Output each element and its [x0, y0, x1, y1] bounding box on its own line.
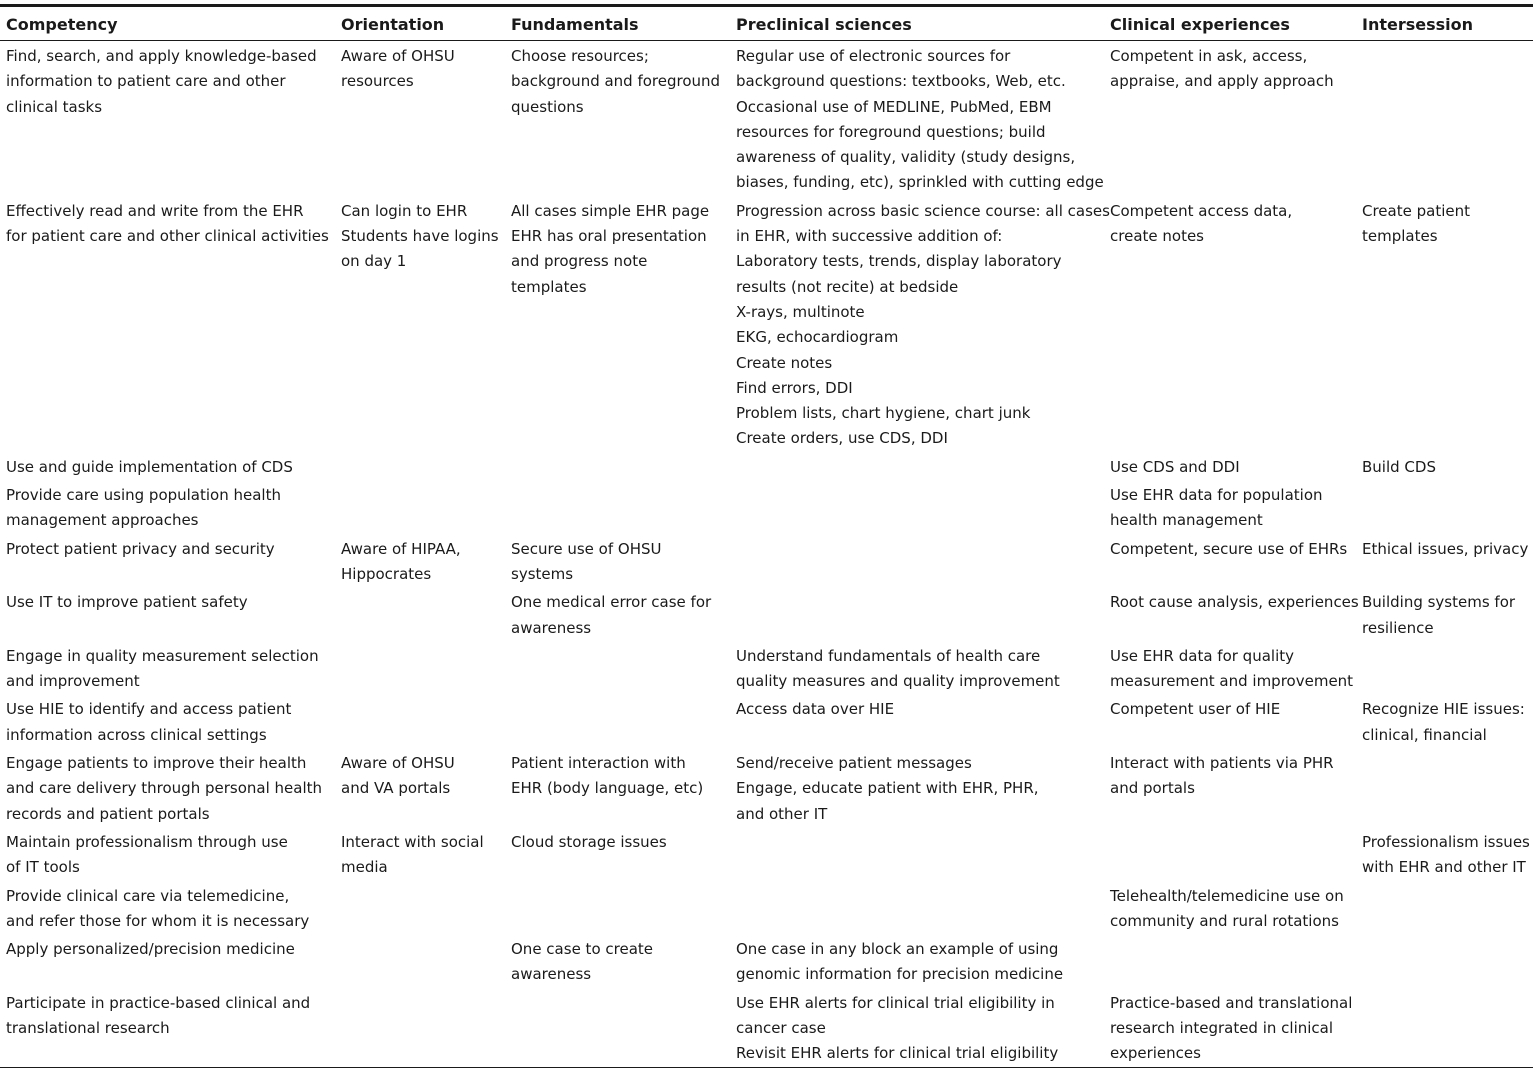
cell-text-line: Aware of OHSU [341, 47, 455, 65]
orientation-cell [335, 587, 505, 641]
preclinical-sciences-cell [730, 587, 1104, 641]
cell-text-line: Find errors, DDI [736, 378, 853, 397]
competency-table [0, 4, 1533, 1068]
intersession-cell [1356, 934, 1533, 988]
preclinical-sciences-cell [730, 934, 1104, 988]
cell-text-line: health management [1110, 511, 1263, 530]
cell-text-line: for patient care and other clinical activities [6, 227, 329, 246]
cell-text-line: Laboratory tests, trends, display laboratory [736, 252, 1062, 271]
cell-text-line: cancer case [736, 1018, 826, 1037]
orientation-cell [335, 988, 505, 1067]
cell-text-line: Create notes [736, 353, 833, 372]
fundamentals-cell [505, 694, 730, 748]
competency-cell [0, 748, 335, 827]
table-row [0, 934, 1533, 988]
header-fundamentals: Fundamentals [511, 15, 639, 34]
header-intersession: Intersession [1362, 15, 1474, 34]
fundamentals-cell [505, 934, 730, 988]
cell-text-line: EHR has oral presentation [511, 227, 707, 246]
header-clinical-experiences: Clinical experiences [1110, 15, 1290, 34]
intersession-cell [1356, 748, 1533, 827]
preclinical-sciences-cell [730, 534, 1104, 588]
cell-text-line: Patient interaction with [511, 754, 686, 773]
cell-text-line: Ethical issues, privacy [1362, 539, 1529, 558]
intersession-cell [1356, 881, 1533, 935]
table-row [0, 694, 1533, 748]
cell-text-line: resources for foreground questions; build [736, 122, 1046, 141]
intersession-cell [1356, 480, 1533, 534]
cell-text-line: resilience [1362, 618, 1434, 637]
cell-text-line: Competent in ask, access, [1110, 47, 1308, 65]
fundamentals-cell [505, 827, 730, 881]
cell-text-line: X-rays, multinote [736, 302, 865, 321]
intersession-cell [1356, 827, 1533, 881]
cell-text-line: Create patient [1362, 201, 1470, 220]
cell-text-line: community and rural rotations [1110, 911, 1339, 930]
cell-text-line: results (not recite) at bedside [736, 277, 959, 296]
cell-text-line: Understand fundamentals of health care [736, 646, 1041, 665]
intersession-cell [1356, 534, 1533, 588]
cell-text-line: questions [511, 97, 584, 116]
cell-text-line: biases, funding, etc), sprinkled with cutting edge [736, 173, 1104, 192]
orientation-cell [335, 748, 505, 827]
cell-text-line: Students have logins [341, 227, 499, 246]
competency-cell [0, 534, 335, 588]
intersession-cell [1356, 694, 1533, 748]
cell-text-line: Participate in practice-based clinical and [6, 993, 311, 1012]
orientation-cell [335, 694, 505, 748]
cell-text-line: Maintain professionalism through use [6, 832, 288, 851]
competency-cell [0, 641, 335, 695]
cell-text-line: templates [511, 277, 587, 296]
cell-text-line: One case in any block an example of using [736, 940, 1059, 959]
cell-text-line: resources [341, 72, 414, 91]
cell-text-line: Protect patient privacy and security [6, 539, 275, 558]
table-body [0, 41, 1533, 1068]
cell-text-line: Cloud storage issues [511, 832, 667, 851]
cell-text-line: on day 1 [341, 252, 407, 271]
cell-text-line: Professionalism issues [1362, 832, 1530, 851]
fundamentals-cell [505, 641, 730, 695]
cell-text-line: Send/receive patient messages [736, 754, 972, 773]
cell-text-line: Recognize HIE issues: [1362, 700, 1525, 719]
cell-text-line: Can login to EHR [341, 201, 468, 220]
cell-text-line: Choose resources; [511, 47, 649, 65]
cell-text-line: Use EHR data for population [1110, 486, 1323, 505]
cell-text-line: Interact with patients via PHR [1110, 754, 1334, 773]
fundamentals-cell [505, 988, 730, 1067]
header-competency: Competency [6, 15, 118, 34]
clinical-experiences-cell [1104, 480, 1356, 534]
clinical-experiences-cell [1104, 41, 1356, 196]
cell-text-line: Aware of OHSU [341, 754, 455, 773]
header-preclinical-sciences: Preclinical sciences [736, 15, 912, 34]
fundamentals-cell [505, 881, 730, 935]
cell-text-line: background questions: textbooks, Web, etc. [736, 72, 1066, 91]
cell-text-line: of IT tools [6, 858, 80, 877]
cell-text-line: Interact with social [341, 832, 484, 851]
cell-text-line: Telehealth/telemedicine use on [1110, 886, 1344, 905]
fundamentals-cell [505, 41, 730, 196]
cell-text-line: Use IT to improve patient safety [6, 593, 248, 612]
intersession-cell [1356, 196, 1533, 452]
cell-text-line: clinical, financial [1362, 725, 1487, 744]
cell-text-line: Effectively read and write from the EHR [6, 201, 304, 220]
cell-text-line: Create orders, use CDS, DDI [736, 429, 948, 448]
cell-text-line: systems [511, 564, 574, 583]
fundamentals-cell [505, 534, 730, 588]
cell-text-line: and improvement [6, 672, 140, 691]
cell-text-line: awareness [511, 618, 592, 637]
competency-cell [0, 587, 335, 641]
competency-cell [0, 452, 335, 480]
cell-text-line: records and patient portals [6, 804, 210, 823]
fundamentals-cell [505, 452, 730, 480]
cell-text-line: Aware of HIPAA, [341, 539, 461, 558]
preclinical-sciences-cell [730, 452, 1104, 480]
intersession-cell [1356, 988, 1533, 1067]
orientation-cell [335, 41, 505, 196]
cell-text-line: EHR (body language, etc) [511, 779, 704, 798]
cell-text-line: Use EHR alerts for clinical trial eligibility in [736, 993, 1055, 1012]
cell-text-line: One medical error case for [511, 593, 712, 612]
header-row [0, 6, 1533, 41]
table-row [0, 196, 1533, 452]
cell-text-line: research integrated in clinical [1110, 1018, 1334, 1037]
competency-cell [0, 881, 335, 935]
clinical-experiences-cell [1104, 881, 1356, 935]
orientation-cell [335, 934, 505, 988]
cell-text-line: with EHR and other IT [1362, 858, 1526, 877]
orientation-cell [335, 881, 505, 935]
cell-text-line: information to patient care and other [6, 72, 286, 91]
preclinical-sciences-cell [730, 641, 1104, 695]
cell-text-line: and portals [1110, 779, 1195, 798]
competency-cell [0, 934, 335, 988]
cell-text-line: Provide care using population health [6, 486, 281, 505]
cell-text-line: information across clinical settings [6, 725, 267, 744]
cell-text-line: and VA portals [341, 779, 451, 798]
preclinical-sciences-cell [730, 881, 1104, 935]
cell-text-line: All cases simple EHR page [511, 201, 710, 220]
cell-text-line: measurement and improvement [1110, 672, 1354, 691]
clinical-experiences-cell [1104, 748, 1356, 827]
orientation-cell [335, 452, 505, 480]
table-row [0, 827, 1533, 881]
cell-text-line: management approaches [6, 511, 199, 530]
orientation-cell [335, 641, 505, 695]
cell-text-line: Problem lists, chart hygiene, chart junk [736, 404, 1031, 423]
table-row [0, 41, 1533, 196]
preclinical-sciences-cell [730, 694, 1104, 748]
table-row [0, 748, 1533, 827]
orientation-cell [335, 196, 505, 452]
cell-text-line: Competent user of HIE [1110, 700, 1281, 719]
table-row [0, 988, 1533, 1067]
orientation-cell [335, 534, 505, 588]
clinical-experiences-cell [1104, 827, 1356, 881]
table-row [0, 587, 1533, 641]
cell-text-line: Use HIE to identify and access patient [6, 700, 292, 719]
clinical-experiences-cell [1104, 641, 1356, 695]
cell-text-line: Revisit EHR alerts for clinical trial eligibility [736, 1044, 1059, 1063]
fundamentals-cell [505, 748, 730, 827]
clinical-experiences-cell [1104, 934, 1356, 988]
cell-text-line: Secure use of OHSU [511, 539, 662, 558]
cell-text-line: in EHR, with successive addition of: [736, 227, 1003, 246]
cell-text-line: templates [1362, 227, 1438, 246]
table-row [0, 452, 1533, 480]
clinical-experiences-cell [1104, 988, 1356, 1067]
table-row [0, 641, 1533, 695]
cell-text-line: quality measures and quality improvement [736, 672, 1060, 691]
cell-text-line: EKG, echocardiogram [736, 328, 899, 347]
clinical-experiences-cell [1104, 694, 1356, 748]
cell-text-line: Hippocrates [341, 564, 432, 583]
cell-text-line: Building systems for [1362, 593, 1516, 612]
cell-text-line: clinical tasks [6, 97, 103, 116]
preclinical-sciences-cell [730, 196, 1110, 452]
cell-text-line: Practice-based and translational [1110, 993, 1353, 1012]
intersession-cell [1356, 641, 1533, 695]
competency-cell [0, 480, 335, 534]
table-row [0, 881, 1533, 935]
cell-text-line: Apply personalized/precision medicine [6, 940, 295, 959]
preclinical-sciences-cell [730, 748, 1104, 827]
cell-text-line: Use and guide implementation of CDS [6, 457, 293, 476]
cell-text-line: awareness [511, 965, 592, 984]
table-row [0, 534, 1533, 588]
cell-text-line: appraise, and apply approach [1110, 72, 1334, 91]
cell-text-line: genomic information for precision medicine [736, 965, 1064, 984]
preclinical-sciences-cell [730, 41, 1104, 196]
intersession-cell [1356, 587, 1533, 641]
cell-text-line: Use CDS and DDI [1110, 457, 1240, 476]
cell-text-line: Use EHR data for quality [1110, 646, 1294, 665]
fundamentals-cell [505, 196, 730, 452]
cell-text-line: media [341, 858, 388, 877]
cell-text-line: Engage in quality measurement selection [6, 646, 319, 665]
cell-text-line: Competent, secure use of EHRs [1110, 539, 1348, 558]
clinical-experiences-cell [1104, 196, 1356, 452]
cell-text-line: Access data over HIE [736, 700, 895, 719]
cell-text-line: Build CDS [1362, 457, 1436, 476]
table-row [0, 480, 1533, 534]
intersession-cell [1356, 452, 1533, 480]
preclinical-sciences-cell [730, 988, 1104, 1067]
cell-text-line: Regular use of electronic sources for [736, 47, 1011, 65]
clinical-experiences-cell [1104, 452, 1356, 480]
cell-text-line: and progress note [511, 252, 648, 271]
preclinical-sciences-cell [730, 480, 1104, 534]
cell-text-line: experiences [1110, 1044, 1201, 1063]
cell-text-line: translational research [6, 1018, 170, 1037]
cell-text-line: create notes [1110, 227, 1204, 246]
cell-text-line: Engage patients to improve their health [6, 754, 307, 773]
orientation-cell [335, 480, 505, 534]
competency-cell [0, 196, 335, 452]
competency-cell [0, 827, 335, 881]
clinical-experiences-cell [1104, 587, 1359, 641]
cell-text-line: Root cause analysis, experiences [1110, 593, 1359, 612]
intersession-cell [1356, 41, 1533, 196]
cell-text-line: and refer those for whom it is necessary [6, 911, 310, 930]
cell-text-line: and care delivery through personal health [6, 779, 322, 798]
cell-text-line: Find, search, and apply knowledge-based [6, 47, 317, 65]
cell-text-line: awareness of quality, validity (study designs, [736, 148, 1076, 167]
cell-text-line: Engage, educate patient with EHR, PHR, [736, 779, 1039, 798]
clinical-experiences-cell [1104, 534, 1356, 588]
fundamentals-cell [505, 480, 730, 534]
fundamentals-cell [505, 587, 730, 641]
header-orientation: Orientation [341, 15, 445, 34]
cell-text-line: Progression across basic science course: all cases [736, 201, 1110, 220]
cell-text-line: background and foreground [511, 72, 721, 91]
cell-text-line: and other IT [736, 804, 828, 823]
competency-cell [0, 694, 335, 748]
cell-text-line: Occasional use of MEDLINE, PubMed, EBM [736, 97, 1052, 116]
cell-text-line: Provide clinical care via telemedicine, [6, 886, 290, 905]
competency-cell [0, 41, 335, 196]
cell-text-line: Competent access data, [1110, 201, 1293, 220]
orientation-cell [335, 827, 505, 881]
preclinical-sciences-cell [730, 827, 1104, 881]
competency-cell [0, 988, 335, 1067]
cell-text-line: One case to create [511, 940, 654, 959]
